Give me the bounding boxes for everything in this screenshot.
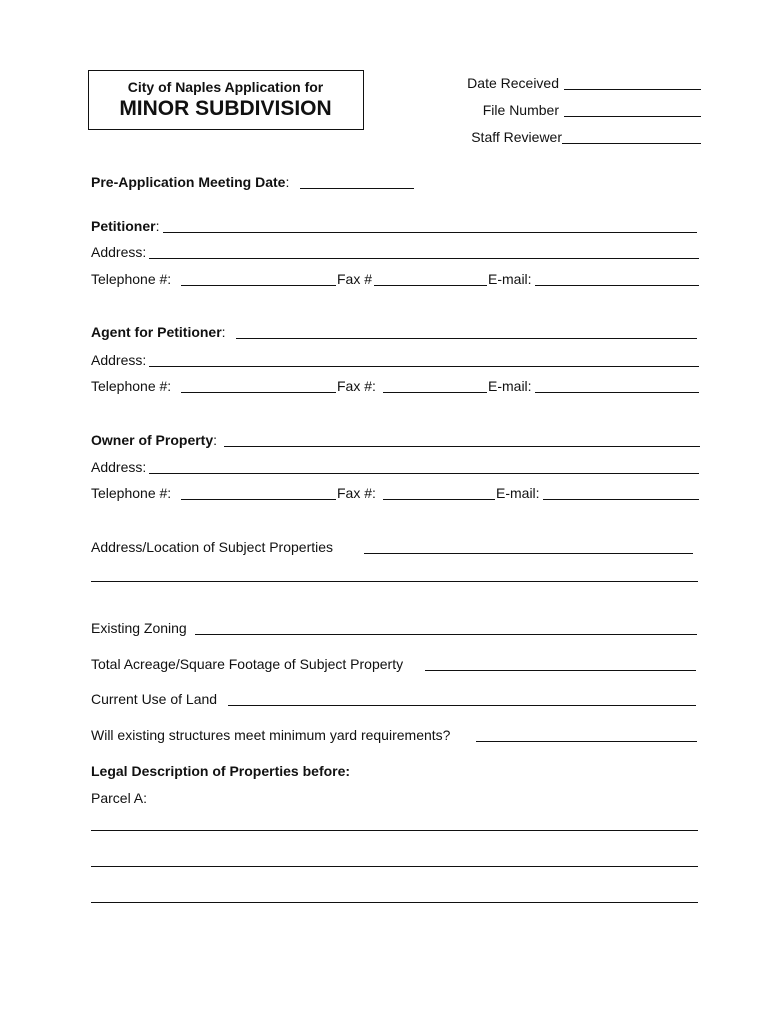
- staff-reviewer-label: Staff Reviewer: [471, 129, 562, 145]
- petitioner-address-label: Address:: [91, 244, 147, 260]
- owner-label: Owner of Property: [91, 432, 214, 448]
- staff-reviewer-field[interactable]: [562, 143, 701, 144]
- pre-application-label: Pre-Application Meeting Date: [91, 174, 286, 190]
- owner-telephone-label: Telephone #:: [91, 485, 172, 501]
- agent-telephone-label: Telephone #:: [91, 378, 172, 394]
- zoning-field[interactable]: [195, 634, 697, 635]
- current-use-label: Current Use of Land: [91, 691, 218, 707]
- location-label: Address/Location of Subject Properties: [91, 539, 334, 555]
- legal-description-heading: Legal Description of Properties before:: [91, 763, 351, 779]
- parcel-a-field-line-3[interactable]: [91, 902, 698, 903]
- owner-address-field[interactable]: [149, 473, 699, 474]
- date-received-field[interactable]: [564, 89, 701, 90]
- parcel-a-label: Parcel A:: [91, 790, 148, 806]
- agent-email-label: E-mail:: [488, 378, 532, 394]
- petitioner-telephone-field[interactable]: [181, 285, 336, 286]
- parcel-a-field-line-1[interactable]: [91, 830, 698, 831]
- owner-address-label: Address:: [91, 459, 147, 475]
- agent-telephone-field[interactable]: [181, 392, 336, 393]
- petitioner-name-field[interactable]: [163, 232, 697, 233]
- file-number-field[interactable]: [564, 116, 701, 117]
- agent-label: Agent for Petitioner: [91, 324, 222, 340]
- owner-telephone-field[interactable]: [181, 499, 336, 500]
- petitioner-label: Petitioner: [91, 218, 156, 234]
- parcel-a-field-line-2[interactable]: [91, 866, 698, 867]
- owner-name-field[interactable]: [224, 446, 700, 447]
- petitioner-address-field[interactable]: [149, 258, 699, 259]
- yard-question-field[interactable]: [476, 741, 697, 742]
- agent-email-field[interactable]: [535, 392, 699, 393]
- petitioner-fax-label: Fax #: [337, 271, 373, 287]
- agent-name-field[interactable]: [236, 338, 697, 339]
- petitioner-telephone-label: Telephone #:: [91, 271, 172, 287]
- agent-fax-field[interactable]: [383, 392, 487, 393]
- agent-address-label: Address:: [91, 352, 147, 368]
- owner-email-field[interactable]: [543, 499, 699, 500]
- location-field[interactable]: [364, 553, 693, 554]
- agent-fax-label: Fax #:: [337, 378, 376, 394]
- current-use-field[interactable]: [228, 705, 696, 706]
- zoning-label: Existing Zoning: [91, 620, 187, 636]
- agent-colon: :: [221, 324, 226, 340]
- file-number-label: File Number: [482, 102, 559, 118]
- owner-fax-label: Fax #:: [337, 485, 376, 501]
- title-box: [88, 70, 364, 130]
- petitioner-email-field[interactable]: [535, 285, 699, 286]
- pre-application-date-field[interactable]: [300, 188, 414, 189]
- agent-address-field[interactable]: [149, 366, 699, 367]
- date-received-label: Date Received: [467, 75, 559, 91]
- location-field-line-2[interactable]: [91, 581, 698, 582]
- petitioner-email-label: E-mail:: [488, 271, 532, 287]
- pre-application-colon: :: [285, 174, 290, 190]
- acreage-field[interactable]: [425, 670, 696, 671]
- owner-fax-field[interactable]: [383, 499, 495, 500]
- form-title: MINOR SUBDIVISION: [119, 97, 332, 120]
- form-subtitle: City of Naples Application for: [127, 79, 324, 95]
- yard-question-label: Will existing structures meet minimum yard requirements?: [91, 727, 451, 743]
- petitioner-fax-field[interactable]: [374, 285, 487, 286]
- acreage-label: Total Acreage/Square Footage of Subject Property: [91, 656, 404, 672]
- owner-email-label: E-mail:: [496, 485, 540, 501]
- owner-colon: :: [213, 432, 218, 448]
- petitioner-colon: :: [155, 218, 160, 234]
